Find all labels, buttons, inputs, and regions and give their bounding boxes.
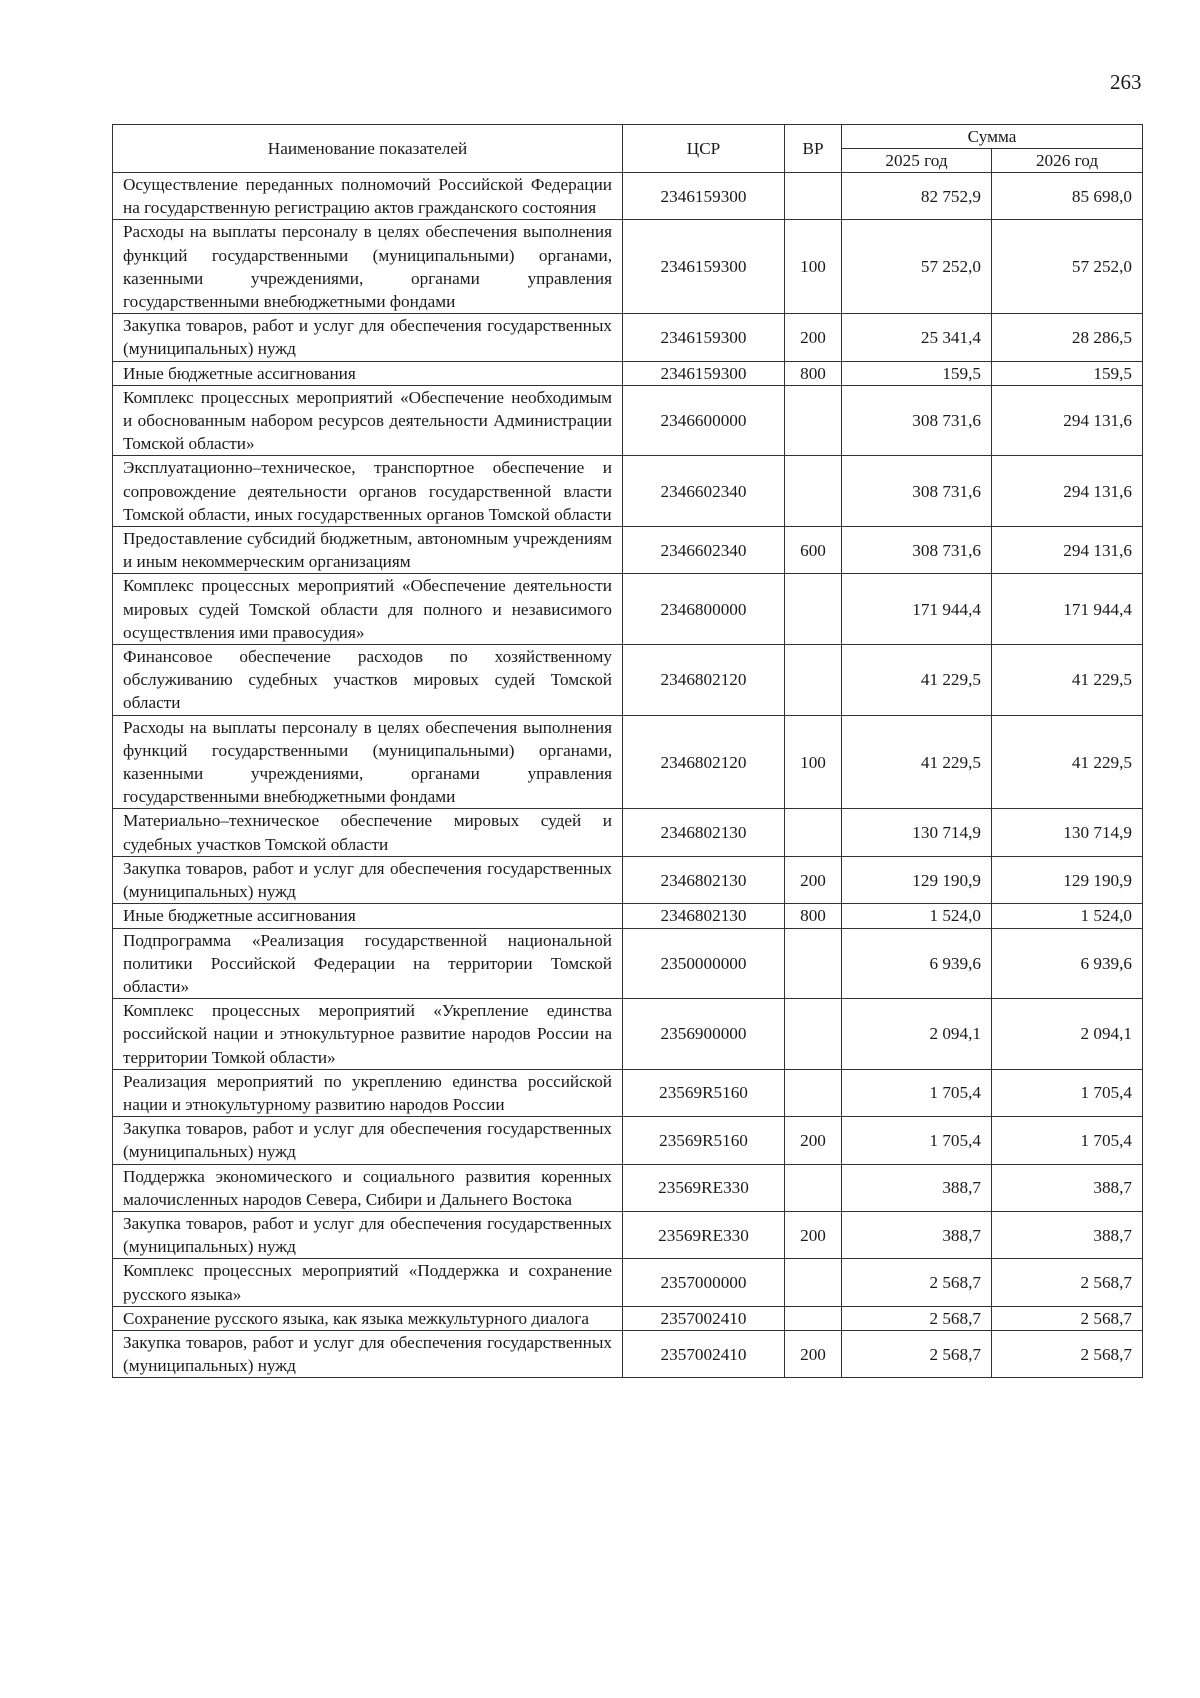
row-amount-2025: 388,7 <box>842 1211 992 1258</box>
row-name: Комплекс процессных мероприятий «Поддержка и сохранение русского языка» <box>113 1259 623 1306</box>
row-vr-code <box>785 928 842 999</box>
table-row <box>113 456 1143 527</box>
row-vr-code: 200 <box>785 1211 842 1258</box>
row-amount-2025: 129 190,9 <box>842 856 992 903</box>
row-amount-2026: 130 714,9 <box>992 809 1143 856</box>
table-row <box>113 715 1143 809</box>
row-amount-2025: 1 524,0 <box>842 904 992 928</box>
row-vr-code: 200 <box>785 856 842 903</box>
row-vr-code <box>785 456 842 527</box>
header-year-2026: 2026 год <box>992 149 1143 173</box>
row-amount-2026: 6 939,6 <box>992 928 1143 999</box>
row-amount-2025: 2 568,7 <box>842 1330 992 1377</box>
row-csr-code: 2346159300 <box>623 173 785 220</box>
row-vr-code <box>785 645 842 716</box>
header-sum: Сумма <box>842 125 1143 149</box>
row-name: Финансовое обеспечение расходов по хозяйственному обслуживанию судебных участков мировых судей Томской области <box>113 645 623 716</box>
row-name: Закупка товаров, работ и услуг для обеспечения государственных (муниципальных) нужд <box>113 314 623 361</box>
row-vr-code <box>785 385 842 456</box>
row-csr-code: 2357000000 <box>623 1259 785 1306</box>
row-amount-2025: 2 094,1 <box>842 999 992 1070</box>
row-csr-code: 2346802120 <box>623 645 785 716</box>
row-amount-2026: 41 229,5 <box>992 645 1143 716</box>
row-amount-2026: 294 131,6 <box>992 456 1143 527</box>
row-csr-code: 2346602340 <box>623 456 785 527</box>
row-csr-code: 2357002410 <box>623 1306 785 1330</box>
row-name: Комплекс процессных мероприятий «Обеспечение необходимым и обоснованным набором ресурсов деятельности Администрации Томской области» <box>113 385 623 456</box>
header-csr: ЦСР <box>623 125 785 173</box>
page-number: 263 <box>1110 70 1142 94</box>
table-row <box>113 928 1143 999</box>
row-vr-code <box>785 809 842 856</box>
row-amount-2025: 1 705,4 <box>842 1069 992 1116</box>
row-vr-code: 100 <box>785 715 842 809</box>
row-vr-code <box>785 1164 842 1211</box>
row-amount-2025: 6 939,6 <box>842 928 992 999</box>
row-csr-code: 23569RE330 <box>623 1164 785 1211</box>
row-csr-code: 2346802120 <box>623 715 785 809</box>
row-name: Реализация мероприятий по укреплению единства российской нации и этнокультурному развитию народов России <box>113 1069 623 1116</box>
table-row <box>113 1330 1143 1377</box>
row-csr-code: 2350000000 <box>623 928 785 999</box>
row-name: Иные бюджетные ассигнования <box>113 361 623 385</box>
row-amount-2026: 85 698,0 <box>992 173 1143 220</box>
row-csr-code: 2346159300 <box>623 220 785 314</box>
row-csr-code: 2357002410 <box>623 1330 785 1377</box>
row-amount-2025: 41 229,5 <box>842 645 992 716</box>
row-amount-2026: 41 229,5 <box>992 715 1143 809</box>
table-row <box>113 361 1143 385</box>
row-amount-2025: 130 714,9 <box>842 809 992 856</box>
row-amount-2025: 308 731,6 <box>842 527 992 574</box>
row-amount-2025: 171 944,4 <box>842 574 992 645</box>
row-vr-code: 600 <box>785 527 842 574</box>
table-row <box>113 645 1143 716</box>
row-amount-2026: 129 190,9 <box>992 856 1143 903</box>
row-name: Поддержка экономического и социального развития коренных малочисленных народов Севера, Сибири и Дальнего Востока <box>113 1164 623 1211</box>
row-amount-2026: 1 705,4 <box>992 1117 1143 1164</box>
table-row <box>113 856 1143 903</box>
header-name: Наименование показателей <box>113 125 623 173</box>
table-row <box>113 904 1143 928</box>
table-row <box>113 173 1143 220</box>
row-csr-code: 2356900000 <box>623 999 785 1070</box>
row-amount-2026: 1 705,4 <box>992 1069 1143 1116</box>
row-vr-code <box>785 173 842 220</box>
table-row <box>113 1069 1143 1116</box>
row-amount-2026: 1 524,0 <box>992 904 1143 928</box>
table-row <box>113 1164 1143 1211</box>
row-name: Материально–техническое обеспечение мировых судей и судебных участков Томской области <box>113 809 623 856</box>
row-csr-code: 23569RE330 <box>623 1211 785 1258</box>
row-amount-2026: 388,7 <box>992 1211 1143 1258</box>
row-amount-2026: 171 944,4 <box>992 574 1143 645</box>
row-amount-2026: 388,7 <box>992 1164 1143 1211</box>
row-vr-code <box>785 574 842 645</box>
row-amount-2026: 2 568,7 <box>992 1330 1143 1377</box>
row-csr-code: 2346159300 <box>623 314 785 361</box>
row-csr-code: 2346159300 <box>623 361 785 385</box>
table-row <box>113 574 1143 645</box>
row-vr-code <box>785 999 842 1070</box>
row-vr-code: 200 <box>785 1330 842 1377</box>
row-amount-2026: 2 094,1 <box>992 999 1143 1070</box>
budget-table <box>112 124 1143 1378</box>
row-csr-code: 2346802130 <box>623 904 785 928</box>
row-name: Закупка товаров, работ и услуг для обеспечения государственных (муниципальных) нужд <box>113 1211 623 1258</box>
table-row <box>113 385 1143 456</box>
row-name: Осуществление переданных полномочий Российской Федерации на государственную регистрацию актов гражданского состояния <box>113 173 623 220</box>
row-name: Закупка товаров, работ и услуг для обеспечения государственных (муниципальных) нужд <box>113 856 623 903</box>
row-vr-code: 100 <box>785 220 842 314</box>
row-amount-2025: 308 731,6 <box>842 385 992 456</box>
row-amount-2026: 2 568,7 <box>992 1306 1143 1330</box>
row-amount-2025: 25 341,4 <box>842 314 992 361</box>
row-vr-code: 200 <box>785 1117 842 1164</box>
row-name: Иные бюджетные ассигнования <box>113 904 623 928</box>
row-vr-code <box>785 1306 842 1330</box>
row-csr-code: 23569R5160 <box>623 1117 785 1164</box>
row-vr-code: 200 <box>785 314 842 361</box>
row-csr-code: 23569R5160 <box>623 1069 785 1116</box>
table-row <box>113 220 1143 314</box>
row-amount-2026: 294 131,6 <box>992 385 1143 456</box>
table-row <box>113 1259 1143 1306</box>
row-vr-code <box>785 1259 842 1306</box>
row-name: Эксплуатационно–техническое, транспортное обеспечение и сопровождение деятельности органов государственной власти Томской области, иных государственных органов Томской области <box>113 456 623 527</box>
row-amount-2026: 294 131,6 <box>992 527 1143 574</box>
row-vr-code: 800 <box>785 904 842 928</box>
row-name: Подпрограмма «Реализация государственной национальной политики Российской Федерации на территории Томской области» <box>113 928 623 999</box>
table-row <box>113 809 1143 856</box>
row-csr-code: 2346602340 <box>623 527 785 574</box>
row-amount-2026: 159,5 <box>992 361 1143 385</box>
row-name: Расходы на выплаты персоналу в целях обеспечения выполнения функций государственными (муниципальными) органами, казенными учреждениями, органами управления государственными внебюджетными фондами <box>113 715 623 809</box>
row-name: Комплекс процессных мероприятий «Укрепление единства российской нации и этнокультурное развитие народов России на территории Томкой области» <box>113 999 623 1070</box>
row-amount-2025: 388,7 <box>842 1164 992 1211</box>
row-csr-code: 2346802130 <box>623 856 785 903</box>
row-vr-code: 800 <box>785 361 842 385</box>
header-year-2025: 2025 год <box>842 149 992 173</box>
row-amount-2025: 308 731,6 <box>842 456 992 527</box>
header-vr: ВР <box>785 125 842 173</box>
row-amount-2025: 2 568,7 <box>842 1306 992 1330</box>
row-name: Комплекс процессных мероприятий «Обеспечение деятельности мировых судей Томской области для полного и независимого осуществления ими правосудия» <box>113 574 623 645</box>
row-vr-code <box>785 1069 842 1116</box>
row-amount-2025: 2 568,7 <box>842 1259 992 1306</box>
table-row <box>113 1306 1143 1330</box>
row-amount-2026: 2 568,7 <box>992 1259 1143 1306</box>
row-name: Закупка товаров, работ и услуг для обеспечения государственных (муниципальных) нужд <box>113 1117 623 1164</box>
row-csr-code: 2346600000 <box>623 385 785 456</box>
row-name: Сохранение русского языка, как языка межкультурного диалога <box>113 1306 623 1330</box>
table-body <box>113 173 1143 1378</box>
row-name: Закупка товаров, работ и услуг для обеспечения государственных (муниципальных) нужд <box>113 1330 623 1377</box>
row-amount-2025: 57 252,0 <box>842 220 992 314</box>
row-name: Расходы на выплаты персоналу в целях обеспечения выполнения функций государственными (муниципальными) органами, казенными учреждениями, органами управления государственными внебюджетными фондами <box>113 220 623 314</box>
table-row <box>113 314 1143 361</box>
table-row <box>113 999 1143 1070</box>
table-row <box>113 1211 1143 1258</box>
row-amount-2026: 57 252,0 <box>992 220 1143 314</box>
row-amount-2025: 159,5 <box>842 361 992 385</box>
row-csr-code: 2346802130 <box>623 809 785 856</box>
row-amount-2025: 41 229,5 <box>842 715 992 809</box>
row-name: Предоставление субсидий бюджетным, автономным учреждениям и иным некоммерческим организациям <box>113 527 623 574</box>
row-amount-2026: 28 286,5 <box>992 314 1143 361</box>
row-amount-2025: 82 752,9 <box>842 173 992 220</box>
table-row <box>113 527 1143 574</box>
row-amount-2025: 1 705,4 <box>842 1117 992 1164</box>
row-csr-code: 2346800000 <box>623 574 785 645</box>
table-row <box>113 1117 1143 1164</box>
